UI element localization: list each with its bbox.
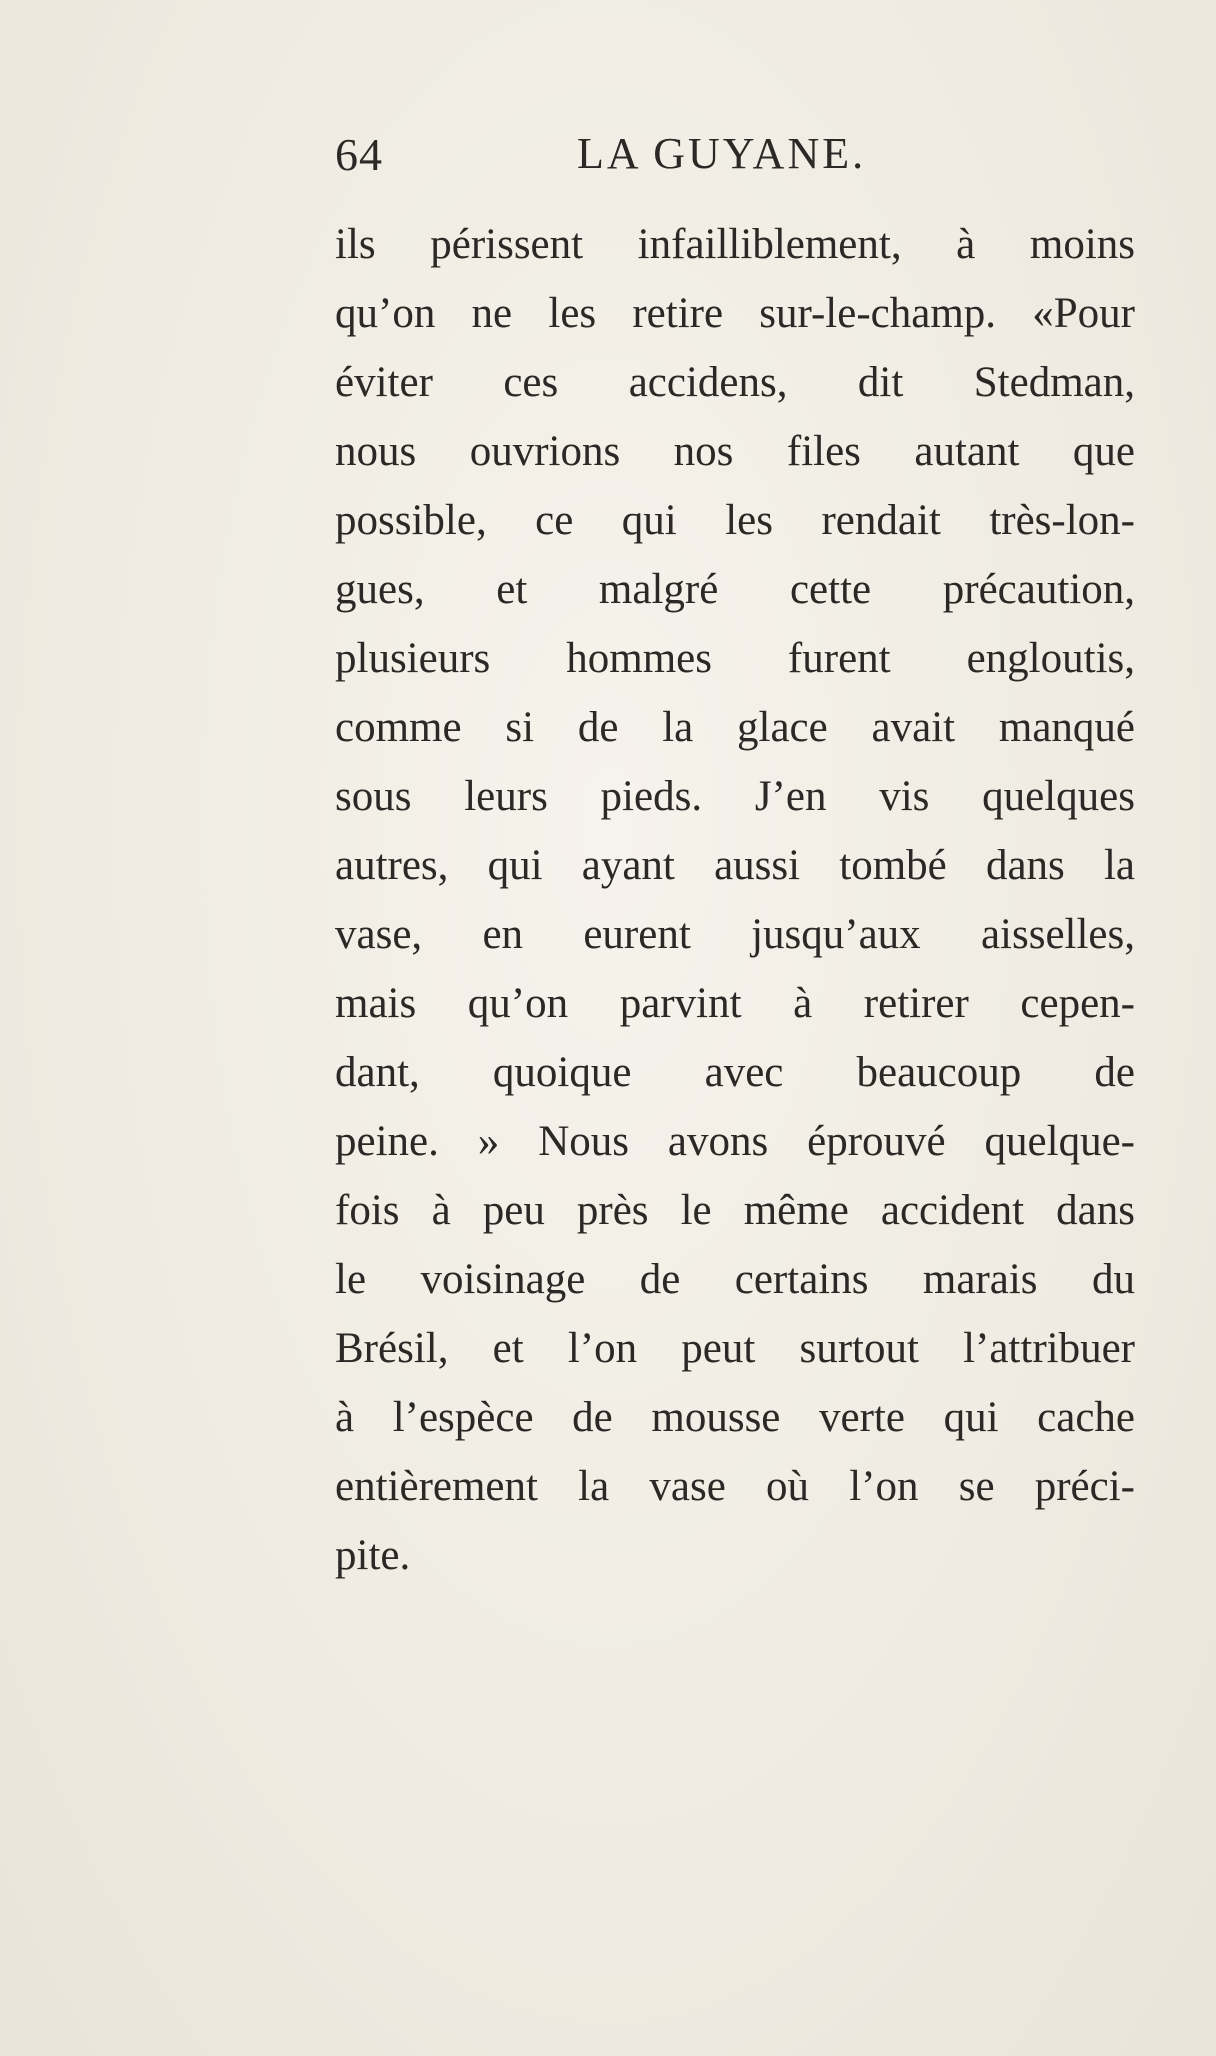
text-line: plusieurs hommes furent engloutis, <box>335 635 1135 682</box>
text-line: ils périssent infailliblement, à moins <box>335 221 1135 268</box>
text-line: vase, en eurent jusqu’aux aisselles, <box>335 911 1135 958</box>
text-line: gues, et malgré cette précaution, <box>335 566 1135 613</box>
text-line: Brésil, et l’on peut surtout l’attribuer <box>335 1325 1135 1372</box>
text-line: autres, qui ayant aussi tombé dans la <box>335 842 1135 889</box>
text-line: le voisinage de certains marais du <box>335 1256 1135 1303</box>
text-line: éviter ces accidens, dit Stedman, <box>335 359 1135 406</box>
text-line: entièrement la vase où l’on se préci- <box>335 1463 1135 1510</box>
page-header <box>335 128 1135 188</box>
page-number: 64 <box>335 129 383 180</box>
running-head: LA GUYANE. <box>577 129 867 178</box>
text-line: à l’espèce de mousse verte qui cache <box>335 1394 1135 1441</box>
text-line: sous leurs pieds. J’en vis quelques <box>335 773 1135 820</box>
text-line: qu’on ne les retire sur-le-champ. «Pour <box>335 290 1135 337</box>
text-line: comme si de la glace avait manqué <box>335 704 1135 751</box>
text-line: possible, ce qui les rendait très-lon- <box>335 497 1135 544</box>
body-text <box>335 210 1135 1590</box>
text-line: dant, quoique avec beaucoup de <box>335 1049 1135 1096</box>
text-line: nous ouvrions nos files autant que <box>335 428 1135 475</box>
text-line: pite. <box>335 1532 411 1579</box>
text-line: fois à peu près le même accident dans <box>335 1187 1135 1234</box>
text-line: peine. » Nous avons éprouvé quelque- <box>335 1118 1135 1165</box>
text-line: mais qu’on parvint à retirer cepen- <box>335 980 1135 1027</box>
